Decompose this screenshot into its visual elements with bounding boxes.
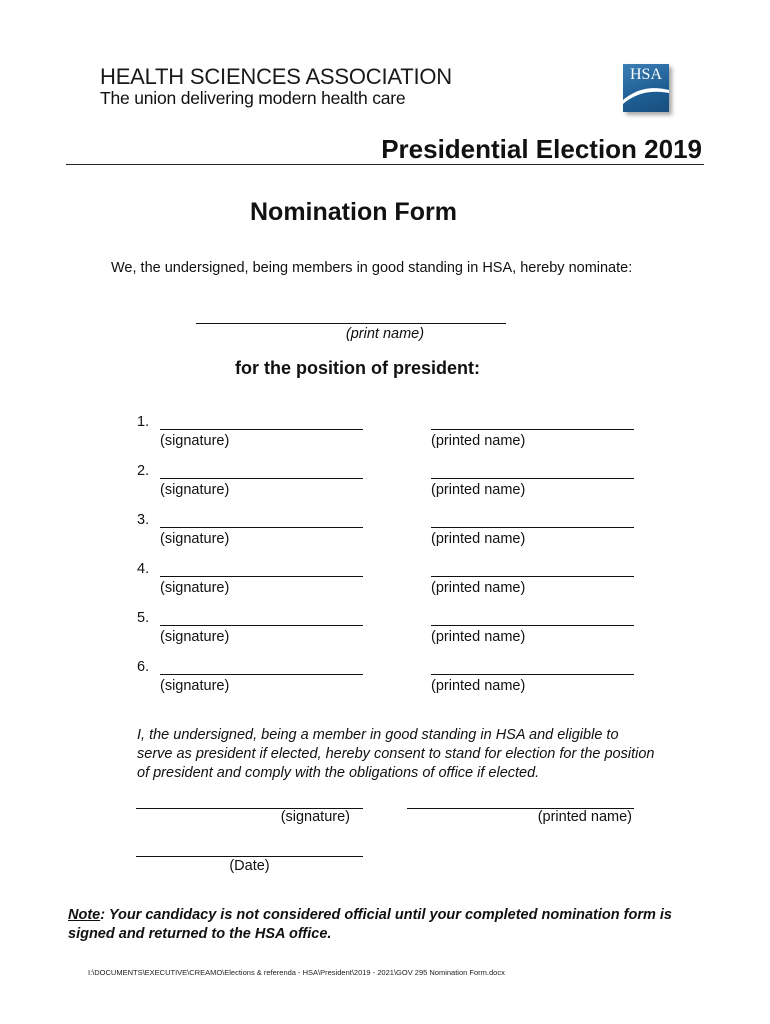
intro-text: We, the undersigned, being members in good standing in HSA, hereby nominate: (111, 260, 633, 276)
nominee-caption: (print name) (345, 326, 425, 342)
candidate-printed-name-line[interactable] (407, 794, 634, 809)
position-heading: for the position of president: (235, 358, 480, 378)
document-file-path: I:\DOCUMENTS\EXECUTIVE\CREAMO\Elections & referenda - HSA\President\2019 - 2021\GOV 295 Nomination Form.docx (88, 968, 505, 977)
printed-name-line[interactable] (431, 463, 634, 479)
logo-text: HSA (629, 66, 662, 83)
signature-line[interactable] (160, 561, 363, 577)
row-number: 3. (137, 512, 150, 528)
note-label: Note (68, 907, 101, 923)
signature-caption: (signature) (160, 629, 230, 645)
printed-name-line[interactable] (431, 610, 634, 626)
printed-name-caption: (printed name) (431, 433, 526, 449)
printed-name-line[interactable] (431, 659, 634, 675)
candidate-signature-line[interactable] (136, 794, 363, 809)
printed-name-line[interactable] (431, 512, 634, 528)
date-caption: (Date) (229, 858, 270, 874)
signature-caption: (signature) (160, 531, 230, 547)
row-number: 4. (137, 561, 150, 577)
signature-caption: (signature) (160, 580, 230, 596)
signature-line[interactable] (160, 512, 363, 528)
organization-tagline: The union delivering modern health care (100, 88, 406, 108)
organization-name: HEALTH SCIENCES ASSOCIATION (100, 64, 452, 89)
date-line[interactable] (136, 842, 363, 857)
nominator-row (0, 463, 770, 511)
nominator-row (0, 561, 770, 609)
title-divider (66, 164, 704, 165)
page-title: Presidential Election 2019 (381, 134, 702, 164)
printed-name-line[interactable] (431, 414, 634, 430)
printed-name-caption: (printed name) (431, 531, 526, 547)
candidate-signature-caption: (signature) (280, 809, 350, 825)
nominee-name-line[interactable] (196, 305, 506, 324)
row-number: 2. (137, 463, 150, 479)
candidate-printed-name-caption: (printed name) (537, 809, 632, 825)
signature-line[interactable] (160, 610, 363, 626)
printed-name-caption: (printed name) (431, 580, 526, 596)
consent-statement: I, the undersigned, being a member in good standing in HSA and eligible to serve as president if elected, hereby consent to stand for election for the position of president and comply with the obligations of office if elected. (137, 727, 655, 781)
note-text: : Your candidacy is not considered official until your completed nomination form is signed and returned to the HSA office. (68, 907, 672, 942)
hsa-logo (623, 64, 669, 112)
row-number: 1. (137, 414, 150, 430)
signature-caption: (signature) (160, 678, 230, 694)
signature-line[interactable] (160, 659, 363, 675)
signature-line[interactable] (160, 463, 363, 479)
printed-name-line[interactable] (431, 561, 634, 577)
form-title: Nomination Form (250, 198, 457, 226)
printed-name-caption: (printed name) (431, 629, 526, 645)
signature-line[interactable] (160, 414, 363, 430)
note (68, 906, 708, 944)
nominator-row (0, 414, 770, 462)
nominator-row (0, 659, 770, 707)
signature-caption: (signature) (160, 433, 230, 449)
nominator-row (0, 512, 770, 560)
printed-name-caption: (printed name) (431, 678, 526, 694)
logo-wave-icon (623, 84, 669, 112)
signature-caption: (signature) (160, 482, 230, 498)
row-number: 5. (137, 610, 150, 626)
nominator-row (0, 610, 770, 658)
row-number: 6. (137, 659, 150, 675)
printed-name-caption: (printed name) (431, 482, 526, 498)
